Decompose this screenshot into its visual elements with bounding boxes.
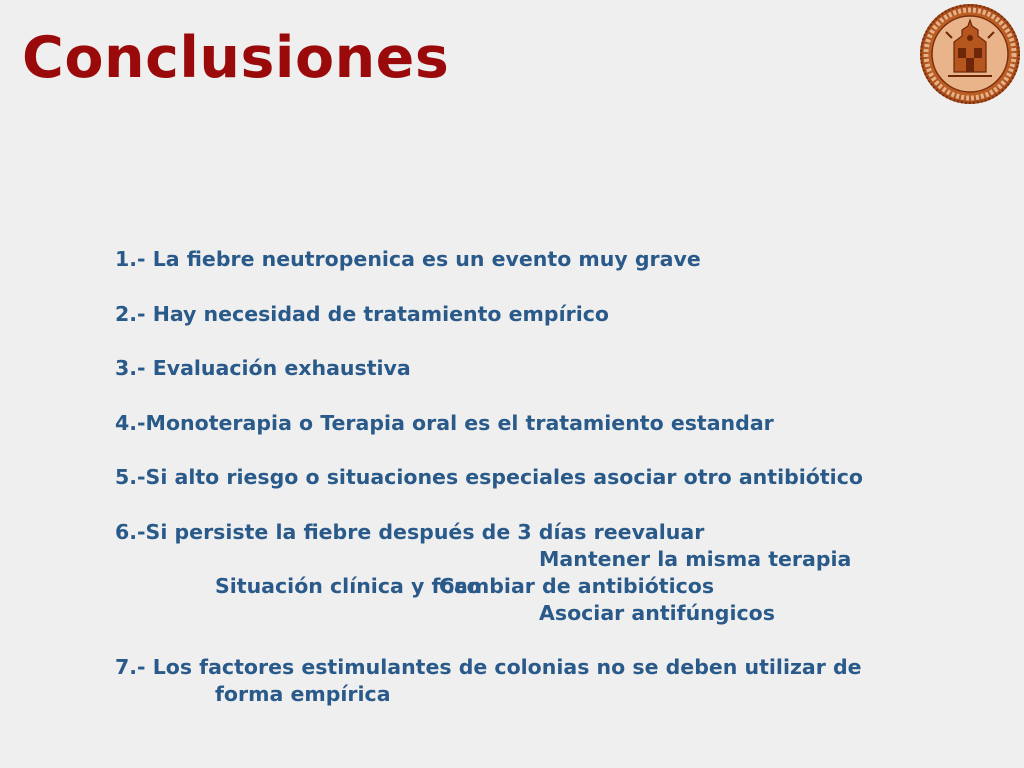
sub-option: Cambiar de antibióticos [439,573,715,598]
list-item: 1.- La fiebre neutropenica es un evento muy grave [115,247,701,271]
conclusions-list [115,246,1005,708]
list-item: 2.- Hay necesidad de tratamiento empírico [115,301,609,326]
sub-option: Mantener la misma terapia [539,546,852,571]
list-item: 5.-Si alto riesgo o situaciones especiales asociar otro antibiótico [115,465,863,489]
list-item: 4.-Monoterapia o Terapia oral es el tratamiento estandar [115,410,774,435]
sub-option: Asociar antifúngicos [539,600,775,625]
university-seal-icon [918,2,1022,106]
sub-label: Situación clínica y foco [215,573,481,598]
list-item-continuation: forma empírica [215,682,391,706]
list-item: 3.- Evaluación exhaustiva [115,356,411,380]
sub-row [115,573,1005,600]
list-item: 7.- Los factores estimulantes de colonias no se deben utilizar de [115,655,862,679]
slide-title: Conclusiones [22,25,450,91]
list-item: 6.-Si persiste la fiebre después de 3 días reevaluar [115,519,705,544]
